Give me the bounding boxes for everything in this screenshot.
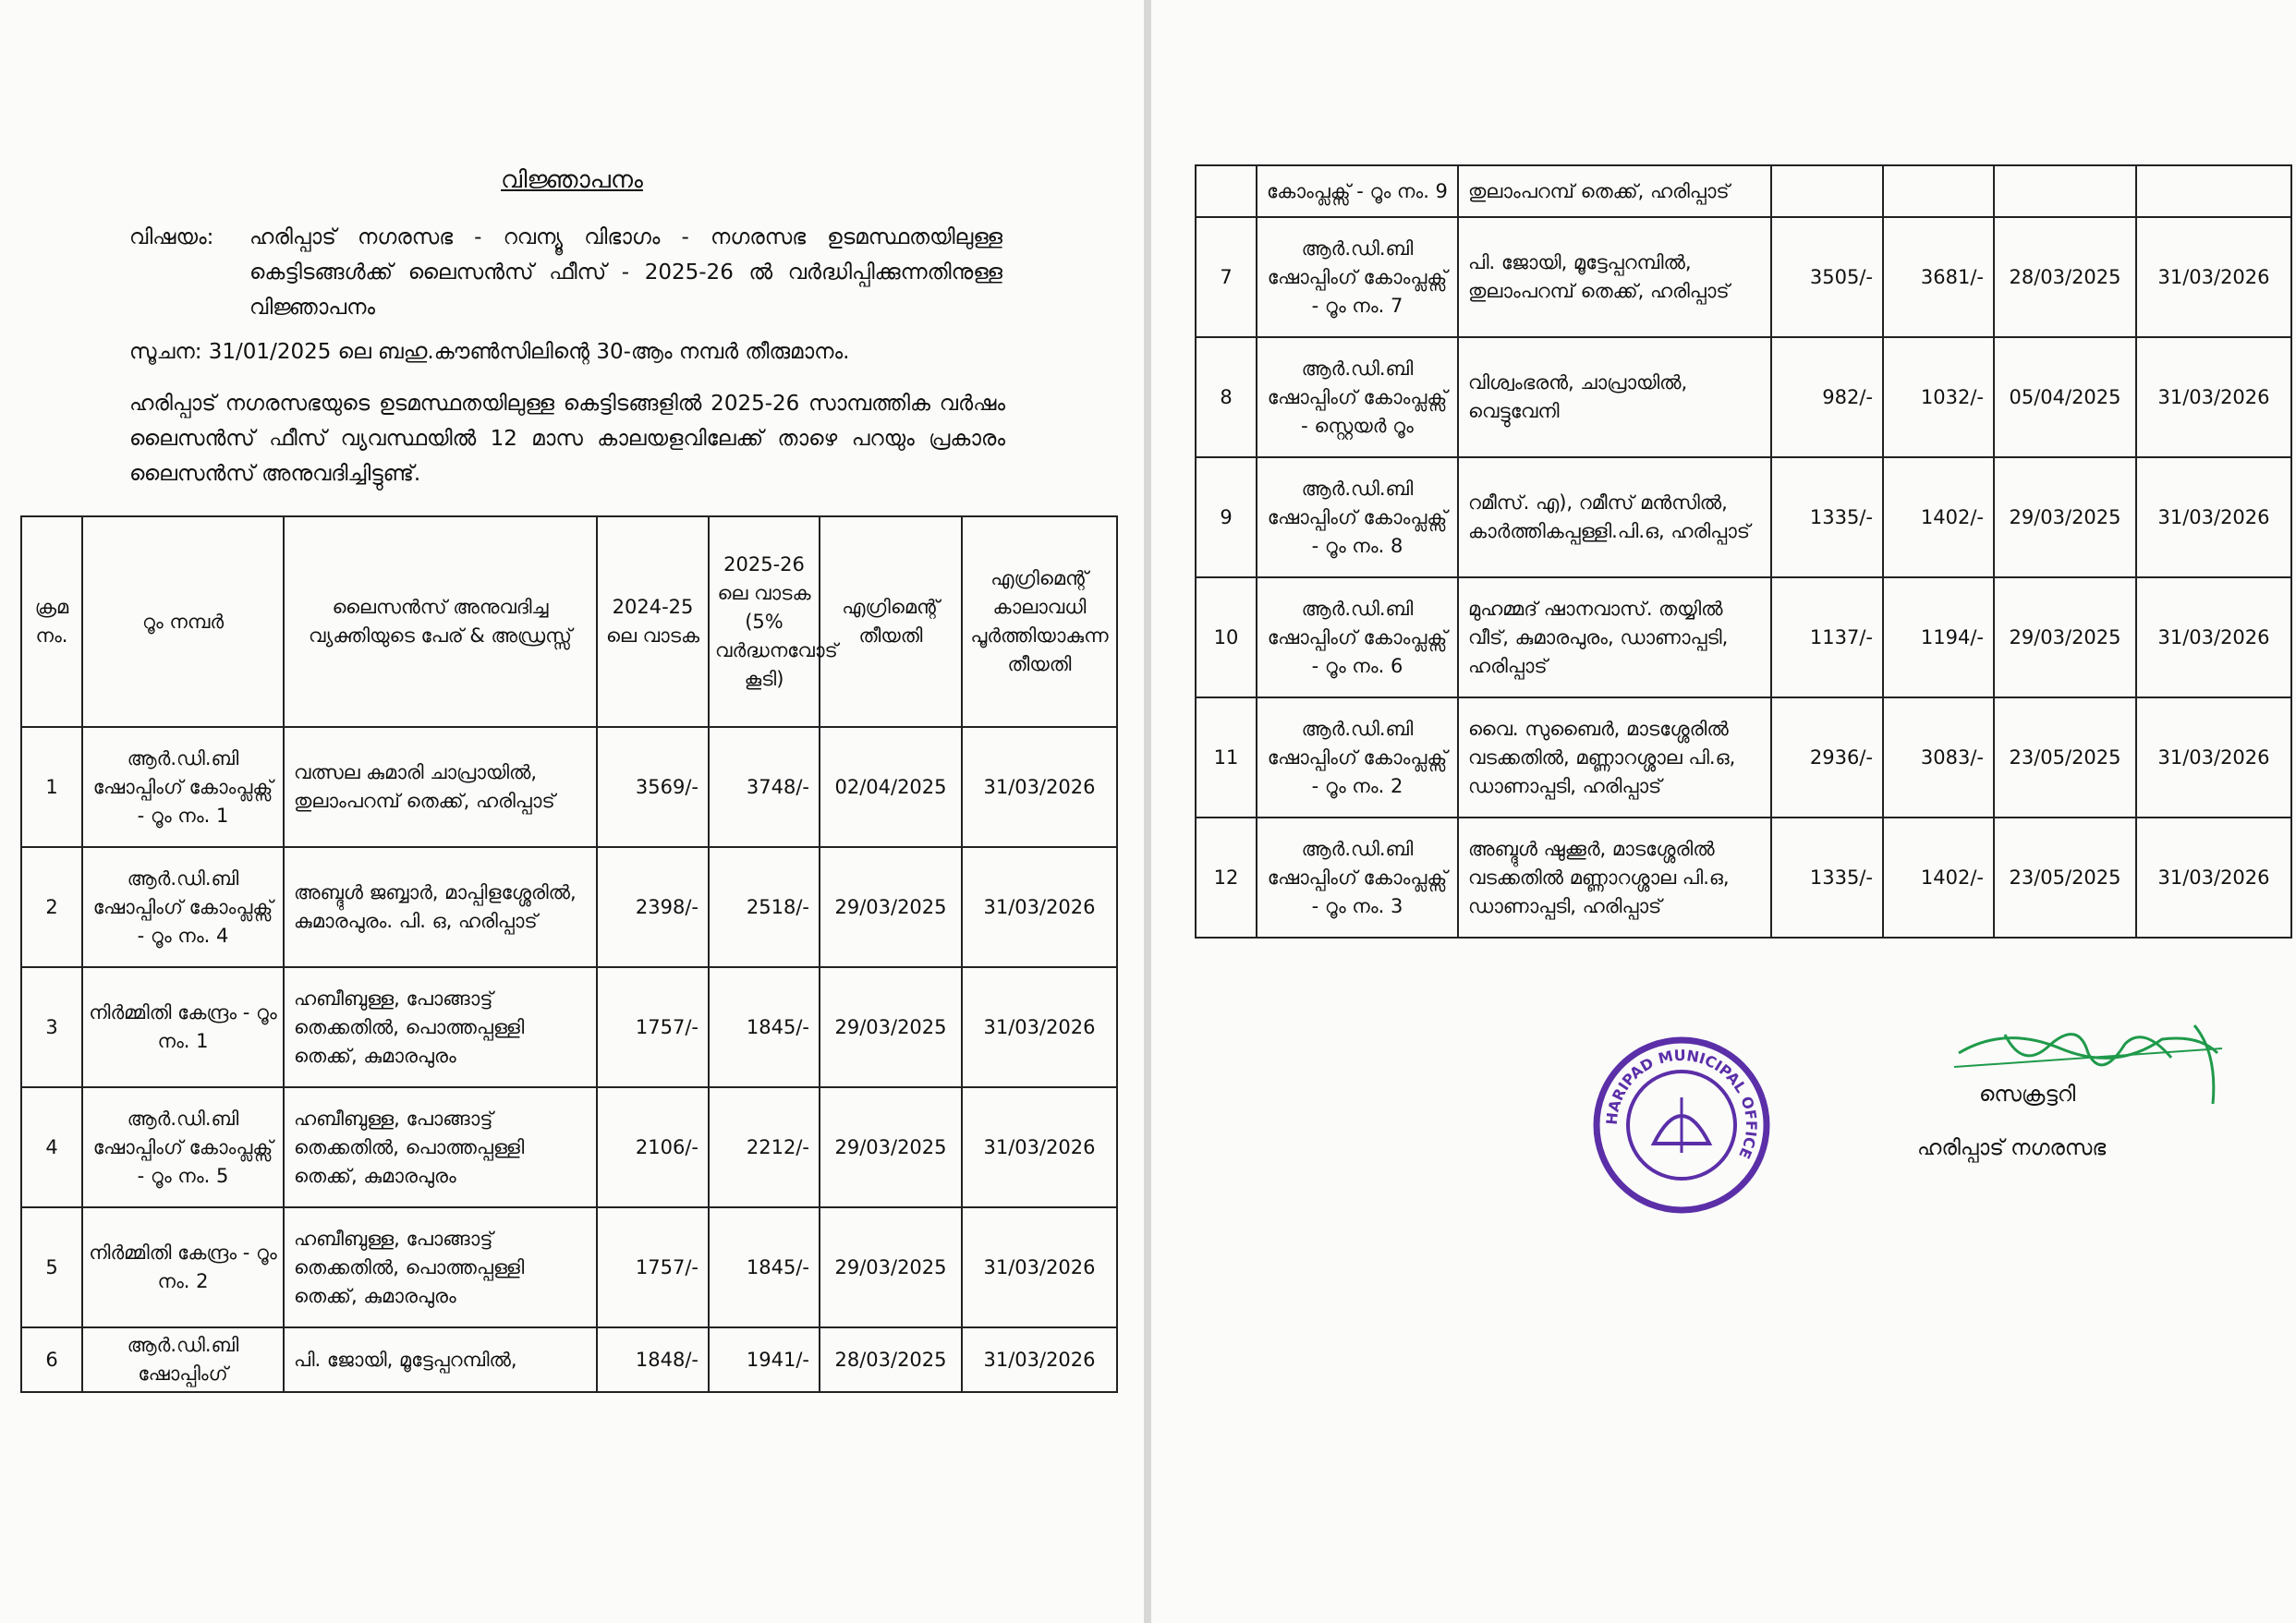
cell-expiry-date: 31/03/2026 [962, 1327, 1117, 1392]
header-licensee: ലൈസൻസ് അനുവദിച്ച വ്യക്തിയുടെ പേര് & അഡ്രസ്സ് [284, 516, 597, 727]
table-row [21, 727, 1117, 847]
cell-rent-2025: 1941/- [709, 1327, 820, 1392]
cell-expiry-date [2136, 165, 2291, 217]
cell-agreement-date: 23/05/2025 [1994, 818, 2136, 938]
cell-room-no: ആർ.ഡി.ബി ഷോപ്പിംഗ് [82, 1327, 284, 1392]
cell-sl-no: 12 [1196, 818, 1257, 938]
cell-licensee: വത്സല കുമാരി ചാപ്രായിൽ, തുലാംപറമ്പ് തെക്ക്, ഹരിപ്പാട് [284, 727, 597, 847]
cell-room-no: ആർ.ഡി.ബി ഷോപ്പിംഗ് കോംപ്ലക്സ് - റൂം നം. 8 [1257, 457, 1458, 577]
cell-sl-no: 10 [1196, 577, 1257, 697]
cell-sl-no: 3 [21, 967, 82, 1087]
reference: സൂചന: 31/01/2025 ലെ ബഹു.കൗൺസിലിന്റെ 30-ആം നമ്പർ തീരുമാനം. [129, 340, 850, 364]
cell-licensee: വിശ്വംഭരൻ, ചാപ്രായിൽ, വെട്ടുവേനി [1458, 337, 1771, 457]
header-room-no: റൂം നമ്പർ [82, 516, 284, 727]
license-fee-table-right [1195, 164, 2292, 939]
municipal-seal-stamp [1589, 1033, 1774, 1217]
cell-sl-no: 5 [21, 1207, 82, 1327]
header-expiry-date: എഗ്രിമെന്റ് കാലാവധി പൂർത്തിയാകുന്ന തീയതി [962, 516, 1117, 727]
signatory-title: സെക്രട്ടറി [1979, 1083, 2076, 1107]
cell-expiry-date: 31/03/2026 [962, 967, 1117, 1087]
cell-sl-no: 7 [1196, 217, 1257, 337]
cell-rent-2025: 2518/- [709, 847, 820, 967]
header-rent-2025: 2025-26 ലെ വാടക (5% വർദ്ധനവോട് കൂടി) [709, 516, 820, 727]
cell-rent-2025: 3681/- [1883, 217, 1994, 337]
table-row [21, 847, 1117, 967]
cell-agreement-date: 23/05/2025 [1994, 697, 2136, 818]
cell-licensee: ഹബീബുള്ള, പോങ്ങാട്ട് തെക്കതിൽ, പൊത്തപ്പള്ളി തെക്ക്, കുമാരപുരം [284, 1087, 597, 1207]
table-row [1196, 165, 2291, 217]
cell-rent-2025: 3083/- [1883, 697, 1994, 818]
cell-rent-2024: 2398/- [597, 847, 709, 967]
cell-room-no: ആർ.ഡി.ബി ഷോപ്പിംഗ് കോംപ്ലക്സ് - റൂം നം. 1 [82, 727, 284, 847]
cell-rent-2025: 2212/- [709, 1087, 820, 1207]
table-row [1196, 217, 2291, 337]
cell-rent-2024: 3569/- [597, 727, 709, 847]
cell-licensee: പി. ജോയി, മൂട്ടേപ്പറമ്പിൽ, തുലാംപറമ്പ് തെക്ക്, ഹരിപ്പാട് [1458, 217, 1771, 337]
cell-sl-no [1196, 165, 1257, 217]
cell-licensee: ഹബീബുള്ള, പോങ്ങാട്ട് തെക്കതിൽ, പൊത്തപ്പള്ളി തെക്ക്, കുമാരപുരം [284, 967, 597, 1087]
cell-sl-no: 4 [21, 1087, 82, 1207]
cell-licensee: പി. ജോയി, മൂട്ടേപ്പറമ്പിൽ, [284, 1327, 597, 1392]
signatory-organization: ഹരിപ്പാട് നഗരസഭ [1917, 1136, 2107, 1160]
notice-title: വിജ്ഞാപനം [501, 166, 643, 194]
cell-agreement-date: 29/03/2025 [820, 1087, 962, 1207]
cell-rent-2025: 1402/- [1883, 457, 1994, 577]
cell-rent-2025: 3748/- [709, 727, 820, 847]
cell-rent-2024: 3505/- [1771, 217, 1883, 337]
cell-rent-2025: 1032/- [1883, 337, 1994, 457]
license-fee-table-left [20, 515, 1118, 1393]
cell-agreement-date [1994, 165, 2136, 217]
cell-agreement-date: 29/03/2025 [1994, 577, 2136, 697]
cell-rent-2024: 1335/- [1771, 457, 1883, 577]
intro-paragraph: ഹരിപ്പാട് നഗരസഭയുടെ ഉടമസ്ഥതയിലുള്ള കെട്ടിടങ്ങളിൽ 2025-26 സാമ്പത്തിക വർഷം ലൈസൻസ് ഫീസ് വ്യവസ്ഥയിൽ 12 മാസ കാലയളവിലേക്ക് താഴെ പറയും പ്രകാരം ലൈസൻസ് അനുവദിച്ചിട്ടുണ്ട്. [129, 392, 1005, 486]
cell-rent-2025: 1845/- [709, 967, 820, 1087]
cell-expiry-date: 31/03/2026 [2136, 577, 2291, 697]
cell-rent-2024 [1771, 165, 1883, 217]
cell-sl-no: 1 [21, 727, 82, 847]
table-row [21, 967, 1117, 1087]
cell-licensee: ഹബീബുള്ള, പോങ്ങാട്ട് തെക്കതിൽ, പൊത്തപ്പള്ളി തെക്ക്, കുമാരപുരം [284, 1207, 597, 1327]
cell-expiry-date: 31/03/2026 [962, 1207, 1117, 1327]
header-rent-2024: 2024-25 ലെ വാടക [597, 516, 709, 727]
cell-room-no: നിർമ്മിതി കേന്ദ്രം - റൂം നം. 1 [82, 967, 284, 1087]
cell-room-no: ആർ.ഡി.ബി ഷോപ്പിംഗ് കോംപ്ലക്സ് - റൂം നം. 5 [82, 1087, 284, 1207]
cell-room-no: ആർ.ഡി.ബി ഷോപ്പിംഗ് കോംപ്ലക്സ് - റൂം നം. 6 [1257, 577, 1458, 697]
cell-licensee: തുലാംപറമ്പ് തെക്ക്, ഹരിപ്പാട് [1458, 165, 1771, 217]
cell-agreement-date: 05/04/2025 [1994, 337, 2136, 457]
cell-rent-2024: 1757/- [597, 967, 709, 1087]
cell-rent-2024: 2106/- [597, 1087, 709, 1207]
cell-room-no: ആർ.ഡി.ബി ഷോപ്പിംഗ് കോംപ്ലക്സ് - സ്റ്റെയർ റൂം [1257, 337, 1458, 457]
cell-agreement-date: 28/03/2025 [1994, 217, 2136, 337]
table-row [21, 1207, 1117, 1327]
cell-expiry-date: 31/03/2026 [962, 1087, 1117, 1207]
cell-rent-2024: 2936/- [1771, 697, 1883, 818]
table-row [1196, 457, 2291, 577]
cell-expiry-date: 31/03/2026 [2136, 697, 2291, 818]
cell-expiry-date: 31/03/2026 [962, 847, 1117, 967]
cell-expiry-date: 31/03/2026 [962, 727, 1117, 847]
cell-room-no: ആർ.ഡി.ബി ഷോപ്പിംഗ് കോംപ്ലക്സ് - റൂം നം. 7 [1257, 217, 1458, 337]
cell-rent-2024: 1137/- [1771, 577, 1883, 697]
cell-licensee: റമീസ്. എ), റമീസ് മൻസിൽ, കാർത്തികപ്പള്ളി.പി.ഒ, ഹരിപ്പാട് [1458, 457, 1771, 577]
cell-expiry-date: 31/03/2026 [2136, 818, 2291, 938]
cell-sl-no: 8 [1196, 337, 1257, 457]
cell-licensee: അബ്ദുൾ ജബ്ബാർ, മാപ്പിളശ്ശേരിൽ, കുമാരപുരം. പി. ഒ, ഹരിപ്പാട് [284, 847, 597, 967]
cell-rent-2024: 1757/- [597, 1207, 709, 1327]
page-fold [1144, 0, 1151, 1623]
cell-room-no: ആർ.ഡി.ബി ഷോപ്പിംഗ് കോംപ്ലക്സ് - റൂം നം. 4 [82, 847, 284, 967]
cell-sl-no: 6 [21, 1327, 82, 1392]
cell-licensee: അബ്ദുൾ ഷുക്കൂർ, മാടശ്ശേരിൽ വടക്കതിൽ മണ്ണാറശ്ശാല പി.ഒ, ഡാണാപ്പടി, ഹരിപ്പാട് [1458, 818, 1771, 938]
table-row [1196, 337, 2291, 457]
cell-agreement-date: 02/04/2025 [820, 727, 962, 847]
cell-rent-2025: 1194/- [1883, 577, 1994, 697]
table-header-row [21, 516, 1117, 727]
cell-rent-2024: 1335/- [1771, 818, 1883, 938]
cell-sl-no: 11 [1196, 697, 1257, 818]
seal-text: HARIPAD MUNICIPAL OFFICE [1602, 1046, 1761, 1162]
subject [129, 220, 1007, 325]
cell-rent-2024: 982/- [1771, 337, 1883, 457]
cell-expiry-date: 31/03/2026 [2136, 337, 2291, 457]
cell-sl-no: 9 [1196, 457, 1257, 577]
cell-expiry-date: 31/03/2026 [2136, 217, 2291, 337]
cell-rent-2025: 1402/- [1883, 818, 1994, 938]
cell-agreement-date: 29/03/2025 [820, 967, 962, 1087]
table-row [21, 1087, 1117, 1207]
header-agreement-date: എഗ്രിമെന്റ് തീയതി [820, 516, 962, 727]
table-row [21, 1327, 1117, 1392]
cell-agreement-date: 29/03/2025 [820, 1207, 962, 1327]
cell-room-no: നിർമ്മിതി കേന്ദ്രം - റൂം നം. 2 [82, 1207, 284, 1327]
table-row [1196, 577, 2291, 697]
subject-label: വിഷയം: [129, 225, 214, 249]
subject-text: ഹരിപ്പാട് നഗരസഭ - റവന്യൂ വിഭാഗം - നഗരസഭ ഉടമസ്ഥതയിലുള്ള കെട്ടിടങ്ങൾക്ക് ലൈസൻസ് ഫീസ് - 2025-26 ൽ വർദ്ധിപ്പിക്കുന്നതിനുള്ള വിജ്ഞാപനം [249, 225, 1002, 320]
cell-rent-2025: 1845/- [709, 1207, 820, 1327]
cell-licensee: വൈ. സുബൈർ, മാടശ്ശേരിൽ വടക്കതിൽ, മണ്ണാറശ്ശാല പി.ഒ, ഡാണാപ്പടി, ഹരിപ്പാട് [1458, 697, 1771, 818]
cell-room-no: കോംപ്ലക്സ് - റൂം നം. 9 [1257, 165, 1458, 217]
cell-rent-2025 [1883, 165, 1994, 217]
cell-agreement-date: 29/03/2025 [820, 847, 962, 967]
left-page [0, 0, 1144, 1623]
cell-expiry-date: 31/03/2026 [2136, 457, 2291, 577]
table-row [1196, 697, 2291, 818]
table-row [1196, 818, 2291, 938]
cell-rent-2024: 1848/- [597, 1327, 709, 1392]
cell-room-no: ആർ.ഡി.ബി ഷോപ്പിംഗ് കോംപ്ലക്സ് - റൂം നം. 2 [1257, 697, 1458, 818]
cell-licensee: മുഹമ്മദ് ഷാനവാസ്. തയ്യിൽ വീട്, കുമാരപുരം, ഡാണാപ്പടി, ഹരിപ്പാട് [1458, 577, 1771, 697]
cell-sl-no: 2 [21, 847, 82, 967]
header-sl-no: ക്രമ നം. [21, 516, 82, 727]
cell-agreement-date: 28/03/2025 [820, 1327, 962, 1392]
cell-room-no: ആർ.ഡി.ബി ഷോപ്പിംഗ് കോംപ്ലക്സ് - റൂം നം. 3 [1257, 818, 1458, 938]
cell-agreement-date: 29/03/2025 [1994, 457, 2136, 577]
